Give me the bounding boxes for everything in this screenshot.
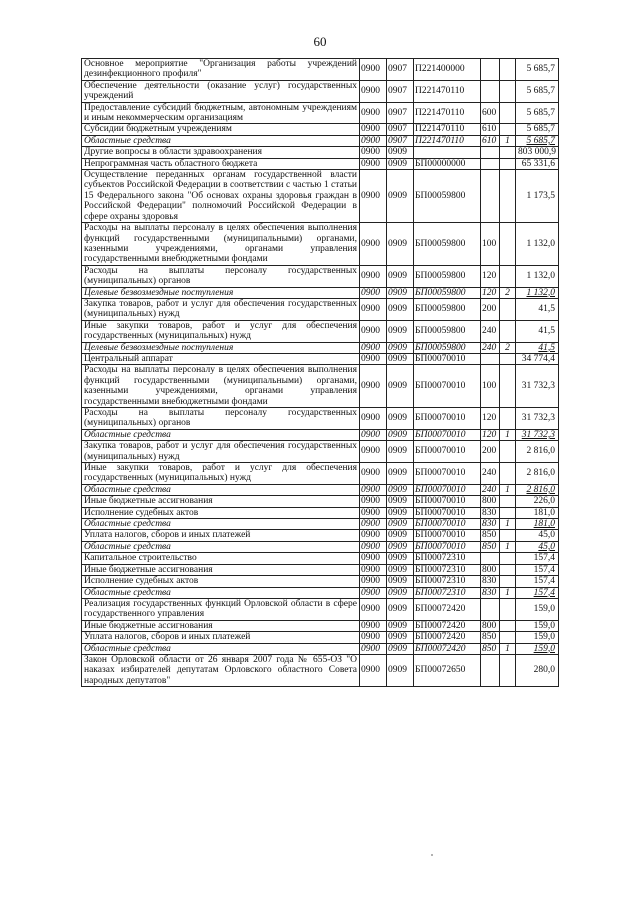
amount-cell: 31 732,3: [516, 429, 559, 440]
section-code-cell: 0907: [387, 59, 414, 81]
expense-name-cell: Реализация государственных функций Орловской области в сфере государственного управления: [82, 598, 360, 620]
funding-source-cell: 1: [500, 135, 516, 146]
amount-cell: 157,4: [516, 553, 559, 564]
amount-cell: 157,4: [516, 564, 559, 575]
ministry-code-cell: 0900: [360, 265, 387, 287]
amount-cell: 31 732,3: [516, 408, 559, 430]
table-row: [82, 223, 559, 266]
funding-source-cell: [500, 59, 516, 81]
ministry-code-cell: 0900: [360, 353, 387, 364]
section-code-cell: 0909: [387, 654, 414, 686]
article-code-cell: П221470110: [414, 135, 481, 146]
ministry-code-cell: 0900: [360, 441, 387, 463]
expense-type-cell: 600: [481, 102, 500, 124]
article-code-cell: БП00070010: [414, 541, 481, 552]
table-row: [82, 553, 559, 564]
section-code-cell: 0909: [387, 342, 414, 353]
section-code-cell: 0909: [387, 298, 414, 320]
funding-source-cell: 1: [500, 643, 516, 654]
article-code-cell: БП00072310: [414, 553, 481, 564]
ministry-code-cell: 0900: [360, 170, 387, 223]
ministry-code-cell: 0900: [360, 80, 387, 102]
expense-name-cell: Капитальное строительство: [82, 553, 360, 564]
ministry-code-cell: 0900: [360, 553, 387, 564]
ministry-code-cell: 0900: [360, 654, 387, 686]
article-code-cell: БП00059800: [414, 223, 481, 266]
funding-source-cell: [500, 124, 516, 135]
amount-cell: 45,0: [516, 530, 559, 541]
table-row: [82, 80, 559, 102]
section-code-cell: 0909: [387, 223, 414, 266]
expense-name-cell: Другие вопросы в области здравоохранения: [82, 147, 360, 158]
expense-name-cell: Областные средства: [82, 135, 360, 146]
amount-cell: 5 685,7: [516, 59, 559, 81]
amount-cell: 159,0: [516, 598, 559, 620]
funding-source-cell: [500, 102, 516, 124]
funding-source-cell: 2: [500, 342, 516, 353]
ministry-code-cell: 0900: [360, 147, 387, 158]
expense-name-cell: Уплата налогов, сборов и иных платежей: [82, 632, 360, 643]
expense-name-cell: Иные бюджетные ассигнования: [82, 496, 360, 507]
expense-name-cell: Закупка товаров, работ и услуг для обеспечения государственных (муниципальных) нужд: [82, 298, 360, 320]
expense-name-cell: Областные средства: [82, 541, 360, 552]
article-code-cell: БП00059800: [414, 342, 481, 353]
expense-type-cell: 120: [481, 287, 500, 298]
table-row: [82, 429, 559, 440]
article-code-cell: БП00059800: [414, 170, 481, 223]
funding-source-cell: [500, 320, 516, 342]
amount-cell: 159,0: [516, 632, 559, 643]
funding-source-cell: [500, 576, 516, 587]
article-code-cell: БП00070010: [414, 441, 481, 463]
funding-source-cell: 1: [500, 484, 516, 495]
ministry-code-cell: 0900: [360, 643, 387, 654]
table-row: [82, 598, 559, 620]
section-code-cell: 0907: [387, 135, 414, 146]
article-code-cell: БП00070010: [414, 530, 481, 541]
ministry-code-cell: 0900: [360, 287, 387, 298]
expense-name-cell: Иные закупки товаров, работ и услуг для обеспечения государственных (муниципальных) нужд: [82, 320, 360, 342]
section-code-cell: 0907: [387, 80, 414, 102]
funding-source-cell: [500, 170, 516, 223]
article-code-cell: БП00059800: [414, 298, 481, 320]
funding-source-cell: [500, 365, 516, 408]
funding-source-cell: [500, 530, 516, 541]
section-code-cell: 0909: [387, 507, 414, 518]
amount-cell: 1 173,5: [516, 170, 559, 223]
expense-type-cell: 830: [481, 587, 500, 598]
amount-cell: 157,4: [516, 587, 559, 598]
amount-cell: 1 132,0: [516, 223, 559, 266]
ministry-code-cell: 0900: [360, 541, 387, 552]
expense-type-cell: [481, 158, 500, 169]
expense-type-cell: 800: [481, 564, 500, 575]
section-code-cell: 0909: [387, 484, 414, 495]
ministry-code-cell: 0900: [360, 429, 387, 440]
table-row: [82, 320, 559, 342]
expense-name-cell: Уплата налогов, сборов и иных платежей: [82, 530, 360, 541]
expense-type-cell: 800: [481, 496, 500, 507]
expense-type-cell: [481, 59, 500, 81]
amount-cell: 803 000,9: [516, 147, 559, 158]
scan-artifact: [431, 854, 433, 856]
funding-source-cell: [500, 598, 516, 620]
section-code-cell: 0909: [387, 441, 414, 463]
article-code-cell: БП00070010: [414, 353, 481, 364]
expense-name-cell: Предоставление субсидий бюджетным, автономным учреждениям и иным некоммерческим организациям: [82, 102, 360, 124]
expense-type-cell: 120: [481, 429, 500, 440]
funding-source-cell: [500, 620, 516, 631]
section-code-cell: 0909: [387, 496, 414, 507]
article-code-cell: П221470110: [414, 124, 481, 135]
expense-name-cell: Областные средства: [82, 429, 360, 440]
article-code-cell: БП00072420: [414, 643, 481, 654]
section-code-cell: 0909: [387, 408, 414, 430]
expense-name-cell: Закупка товаров, работ и услуг для обеспечения государственных (муниципальных) нужд: [82, 441, 360, 463]
expense-name-cell: Осуществление переданных органам государственной власти субъектов Российской Федерации в соответствии с частью 1 статьи 15 Федерального закона "Об основах охраны здоровья граждан в Российской Федерации" полномочий Российской Федерации в сфере охраны здоровья: [82, 170, 360, 223]
expense-type-cell: [481, 147, 500, 158]
expense-name-cell: Областные средства: [82, 484, 360, 495]
section-code-cell: 0909: [387, 598, 414, 620]
funding-source-cell: [500, 564, 516, 575]
funding-source-cell: [500, 408, 516, 430]
table-row: [82, 620, 559, 631]
ministry-code-cell: 0900: [360, 365, 387, 408]
table-row: [82, 408, 559, 430]
expense-type-cell: [481, 80, 500, 102]
expense-type-cell: 850: [481, 632, 500, 643]
expense-name-cell: Непрограммная часть областного бюджета: [82, 158, 360, 169]
article-code-cell: БП00059800: [414, 265, 481, 287]
amount-cell: 1 132,0: [516, 287, 559, 298]
section-code-cell: 0909: [387, 287, 414, 298]
ministry-code-cell: 0900: [360, 484, 387, 495]
ministry-code-cell: 0900: [360, 496, 387, 507]
expense-type-cell: [481, 553, 500, 564]
expense-name-cell: Иные бюджетные ассигнования: [82, 564, 360, 575]
table-row: [82, 287, 559, 298]
section-code-cell: 0909: [387, 564, 414, 575]
expense-type-cell: 100: [481, 365, 500, 408]
ministry-code-cell: 0900: [360, 620, 387, 631]
amount-cell: 181,0: [516, 519, 559, 530]
expense-name-cell: Иные закупки товаров, работ и услуг для обеспечения государственных (муниципальных) нужд: [82, 463, 360, 485]
section-code-cell: 0909: [387, 158, 414, 169]
amount-cell: 41,5: [516, 342, 559, 353]
article-code-cell: БП00072650: [414, 654, 481, 686]
funding-source-cell: [500, 496, 516, 507]
expense-type-cell: 850: [481, 643, 500, 654]
expense-name-cell: Закон Орловской области от 26 января 2007 года № 655-ОЗ "О наказах избирателей депутатам Орловского областного Совета народных депутатов": [82, 654, 360, 686]
table-row: [82, 587, 559, 598]
table-row: [82, 353, 559, 364]
expense-type-cell: 240: [481, 463, 500, 485]
article-code-cell: БП00072420: [414, 632, 481, 643]
amount-cell: 45,0: [516, 541, 559, 552]
ministry-code-cell: 0900: [360, 135, 387, 146]
budget-table: [81, 58, 559, 687]
table-row: [82, 265, 559, 287]
article-code-cell: БП00070010: [414, 484, 481, 495]
section-code-cell: 0909: [387, 519, 414, 530]
amount-cell: 157,4: [516, 576, 559, 587]
expense-type-cell: 610: [481, 124, 500, 135]
ministry-code-cell: 0900: [360, 158, 387, 169]
ministry-code-cell: 0900: [360, 587, 387, 598]
funding-source-cell: [500, 463, 516, 485]
table-row: [82, 463, 559, 485]
ministry-code-cell: 0900: [360, 342, 387, 353]
expense-type-cell: 240: [481, 484, 500, 495]
amount-cell: 2 816,0: [516, 441, 559, 463]
amount-cell: 1 132,0: [516, 265, 559, 287]
article-code-cell: [414, 147, 481, 158]
article-code-cell: БП00070010: [414, 507, 481, 518]
funding-source-cell: [500, 353, 516, 364]
section-code-cell: 0907: [387, 124, 414, 135]
expense-type-cell: 120: [481, 408, 500, 430]
ministry-code-cell: 0900: [360, 463, 387, 485]
expense-name-cell: Обеспечение деятельности (оказание услуг) государственных учреждений: [82, 80, 360, 102]
amount-cell: 181,0: [516, 507, 559, 518]
expense-name-cell: Иные бюджетные ассигнования: [82, 620, 360, 631]
funding-source-cell: 2: [500, 287, 516, 298]
amount-cell: 226,0: [516, 496, 559, 507]
table-row: [82, 124, 559, 135]
section-code-cell: 0909: [387, 429, 414, 440]
amount-cell: 159,0: [516, 643, 559, 654]
amount-cell: 65 331,6: [516, 158, 559, 169]
expense-name-cell: Областные средства: [82, 519, 360, 530]
expense-name-cell: Исполнение судебных актов: [82, 507, 360, 518]
ministry-code-cell: 0900: [360, 564, 387, 575]
table-row: [82, 564, 559, 575]
expense-name-cell: Центральный аппарат: [82, 353, 360, 364]
ministry-code-cell: 0900: [360, 632, 387, 643]
article-code-cell: П221400000: [414, 59, 481, 81]
article-code-cell: БП00072420: [414, 620, 481, 631]
funding-source-cell: [500, 80, 516, 102]
table-row: [82, 342, 559, 353]
section-code-cell: 0909: [387, 632, 414, 643]
funding-source-cell: [500, 298, 516, 320]
table-row: [82, 484, 559, 495]
ministry-code-cell: 0900: [360, 408, 387, 430]
table-row: [82, 530, 559, 541]
funding-source-cell: 1: [500, 429, 516, 440]
section-code-cell: 0907: [387, 102, 414, 124]
table-row: [82, 519, 559, 530]
expense-type-cell: [481, 170, 500, 223]
page-number: 60: [313, 34, 327, 49]
ministry-code-cell: 0900: [360, 223, 387, 266]
article-code-cell: БП00070010: [414, 429, 481, 440]
ministry-code-cell: 0900: [360, 320, 387, 342]
table-row: [82, 576, 559, 587]
table-row: [82, 102, 559, 124]
ministry-code-cell: 0900: [360, 298, 387, 320]
section-code-cell: 0909: [387, 553, 414, 564]
funding-source-cell: [500, 158, 516, 169]
table-row: [82, 135, 559, 146]
article-code-cell: БП00070010: [414, 365, 481, 408]
expense-type-cell: 240: [481, 320, 500, 342]
section-code-cell: 0909: [387, 265, 414, 287]
table-row: [82, 365, 559, 408]
expense-name-cell: Исполнение судебных актов: [82, 576, 360, 587]
section-code-cell: 0909: [387, 530, 414, 541]
article-code-cell: БП00070010: [414, 496, 481, 507]
article-code-cell: БП00070010: [414, 408, 481, 430]
expense-type-cell: 200: [481, 441, 500, 463]
ministry-code-cell: 0900: [360, 59, 387, 81]
funding-source-cell: [500, 553, 516, 564]
expense-name-cell: Целевые безвозмездные поступления: [82, 342, 360, 353]
table-row: [82, 643, 559, 654]
table-row: [82, 632, 559, 643]
article-code-cell: БП00070010: [414, 519, 481, 530]
table-body: [82, 59, 559, 687]
article-code-cell: БП00072310: [414, 564, 481, 575]
article-code-cell: БП00072420: [414, 598, 481, 620]
expense-name-cell: Расходы на выплаты персоналу государственных (муниципальных) органов: [82, 265, 360, 287]
section-code-cell: 0909: [387, 365, 414, 408]
table-row: [82, 158, 559, 169]
funding-source-cell: [500, 223, 516, 266]
amount-cell: 2 816,0: [516, 463, 559, 485]
amount-cell: 5 685,7: [516, 135, 559, 146]
expense-name-cell: Целевые безвозмездные поступления: [82, 287, 360, 298]
article-code-cell: БП00000000: [414, 158, 481, 169]
ministry-code-cell: 0900: [360, 576, 387, 587]
funding-source-cell: 1: [500, 519, 516, 530]
section-code-cell: 0909: [387, 620, 414, 631]
ministry-code-cell: 0900: [360, 102, 387, 124]
table-row: [82, 298, 559, 320]
expense-type-cell: 850: [481, 530, 500, 541]
table-row: [82, 496, 559, 507]
expense-type-cell: 830: [481, 576, 500, 587]
expense-type-cell: 830: [481, 507, 500, 518]
article-code-cell: БП00070010: [414, 463, 481, 485]
amount-cell: 2 816,0: [516, 484, 559, 495]
ministry-code-cell: 0900: [360, 530, 387, 541]
article-code-cell: БП00072310: [414, 576, 481, 587]
ministry-code-cell: 0900: [360, 598, 387, 620]
table-row: [82, 654, 559, 686]
funding-source-cell: [500, 507, 516, 518]
ministry-code-cell: 0900: [360, 507, 387, 518]
amount-cell: 159,0: [516, 620, 559, 631]
table-row: [82, 441, 559, 463]
article-code-cell: БП00059800: [414, 287, 481, 298]
expense-type-cell: 850: [481, 541, 500, 552]
table-row: [82, 147, 559, 158]
section-code-cell: 0909: [387, 353, 414, 364]
table-row: [82, 541, 559, 552]
funding-source-cell: [500, 147, 516, 158]
article-code-cell: П221470110: [414, 102, 481, 124]
ministry-code-cell: 0900: [360, 124, 387, 135]
amount-cell: 31 732,3: [516, 365, 559, 408]
amount-cell: 34 774,4: [516, 353, 559, 364]
table-row: [82, 59, 559, 81]
article-code-cell: БП00072310: [414, 587, 481, 598]
amount-cell: 5 685,7: [516, 102, 559, 124]
expense-type-cell: 830: [481, 519, 500, 530]
expense-name-cell: Областные средства: [82, 587, 360, 598]
expense-name-cell: Расходы на выплаты персоналу в целях обеспечения выполнения функций государственными (муниципальными) органами, казенными учреждениями, органами управления государственными внебюджетными фондами: [82, 223, 360, 266]
ministry-code-cell: 0900: [360, 519, 387, 530]
section-code-cell: 0909: [387, 576, 414, 587]
funding-source-cell: 1: [500, 587, 516, 598]
article-code-cell: П221470110: [414, 80, 481, 102]
expense-type-cell: [481, 353, 500, 364]
expense-type-cell: 120: [481, 265, 500, 287]
amount-cell: 5 685,7: [516, 80, 559, 102]
table-row: [82, 170, 559, 223]
expense-type-cell: [481, 598, 500, 620]
expense-name-cell: Расходы на выплаты персоналу в целях обеспечения выполнения функций государственными (муниципальными) органами, казенными учреждениями, органами управления государственными внебюджетными фондами: [82, 365, 360, 408]
table-row: [82, 507, 559, 518]
expense-name-cell: Субсидии бюджетным учреждениям: [82, 124, 360, 135]
article-code-cell: БП00059800: [414, 320, 481, 342]
funding-source-cell: [500, 265, 516, 287]
expense-type-cell: 610: [481, 135, 500, 146]
expense-type-cell: 200: [481, 298, 500, 320]
section-code-cell: 0909: [387, 147, 414, 158]
section-code-cell: 0909: [387, 587, 414, 598]
expense-name-cell: Расходы на выплаты персоналу государственных (муниципальных) органов: [82, 408, 360, 430]
funding-source-cell: [500, 441, 516, 463]
section-code-cell: 0909: [387, 643, 414, 654]
section-code-cell: 0909: [387, 170, 414, 223]
expense-type-cell: 100: [481, 223, 500, 266]
expense-name-cell: Областные средства: [82, 643, 360, 654]
expense-type-cell: [481, 654, 500, 686]
funding-source-cell: [500, 654, 516, 686]
expense-name-cell: Основное мероприятие "Организация работы учреждений дезинфекционного профиля": [82, 59, 360, 81]
section-code-cell: 0909: [387, 541, 414, 552]
funding-source-cell: 1: [500, 541, 516, 552]
amount-cell: 5 685,7: [516, 124, 559, 135]
expense-type-cell: 800: [481, 620, 500, 631]
amount-cell: 41,5: [516, 298, 559, 320]
section-code-cell: 0909: [387, 320, 414, 342]
amount-cell: 280,0: [516, 654, 559, 686]
amount-cell: 41,5: [516, 320, 559, 342]
funding-source-cell: [500, 632, 516, 643]
section-code-cell: 0909: [387, 463, 414, 485]
expense-type-cell: 240: [481, 342, 500, 353]
